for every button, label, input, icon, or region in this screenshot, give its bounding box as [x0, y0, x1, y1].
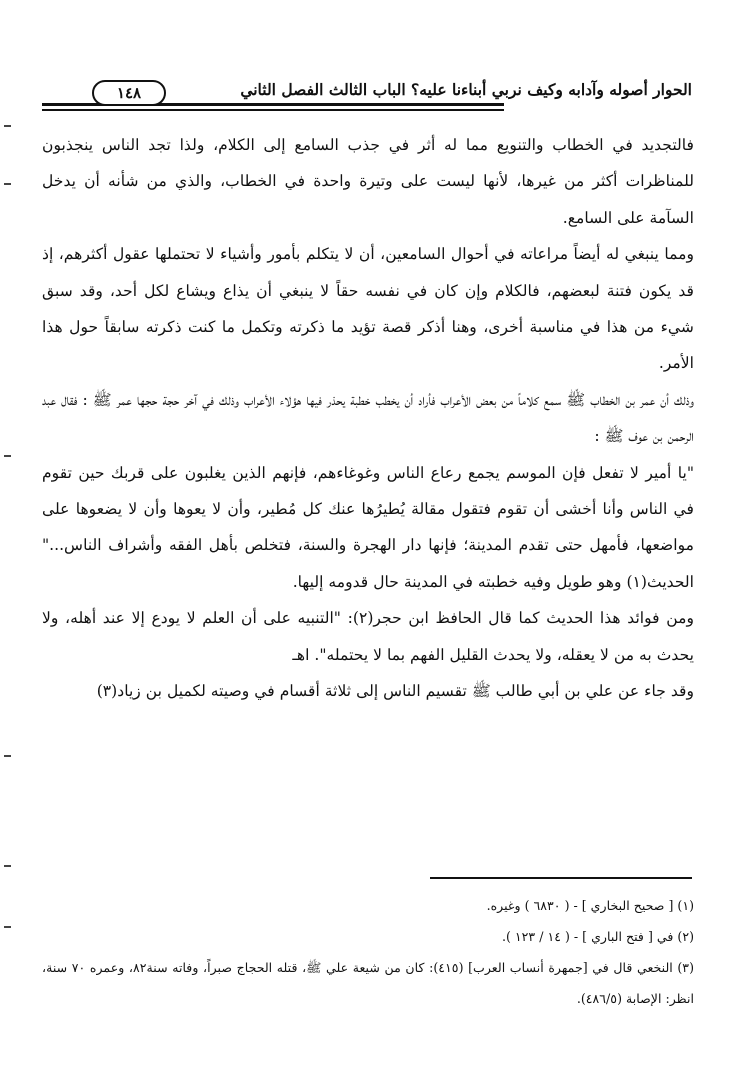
footnote: (١) [ صحيح البخاري ] - ( ٦٨٣٠ ) وغيره. [486, 898, 694, 913]
page-number-badge: ١٤٨ [92, 80, 166, 106]
scan-margin-mark [4, 455, 11, 457]
paragraph: وقد جاء عن علي بن أبي طالب ﷺ تقسيم الناس إلى ثلاثة أقسام في وصيته لكميل بن زياد(٣) [96, 682, 694, 701]
page-header [42, 74, 692, 114]
header-rule-thin [42, 109, 504, 111]
scan-margin-mark [4, 926, 11, 928]
footnotes [42, 890, 694, 1014]
paragraph: فالتجديد في الخطاب والتنويع مما له أثر في جذب السامع إلى الكلام، ولذا تجد الناس ينجذبون للمناظرات أكثر من غيرها، لأنها ليست على وتيرة واحدة في الخطاب، والذي من شأنه أن يدخل السآمة على السامع. [42, 136, 694, 227]
footnote: (٣) النخعي قال في [جمهرة أنساب العرب] (٤١٥): كان من شيعة علي ﷺ، قتله الحجاج صبراً، وفاته سنة٨٢، وعمره ٧٠ سنة، انظر: الإصابة (٤٨٦/٥). [42, 960, 694, 1006]
scan-margin-mark [4, 183, 11, 185]
paragraph: ومما ينبغي له أيضاً مراعاته في أحوال السامعين، أن لا يتكلم بأمور وأشياء لا تحتملها عقول أكثرهم، إذ قد يكون فتنة لبعضهم، فالكلام وإن كان في نفسه حقاً لا ينبغي أن يذاع ويشاع لكل أحد، وقد سبق شيء من هذا في مناسبة أخرى، وهنا أذكر قصة تؤيد ما ذكرته وتكمل ما كنت ذكرته سابقاً حول هذا الأمر. [42, 245, 694, 373]
paragraph: وذلك أن عمر بن الخطاب ﷺ سمع كلاماً من بعض الأعراب فأراد أن يخطب خطبة يحذر فيها هؤلاء الأعراب وذلك في آخر حجة حجها عمر ﷺ : فقال عبد الرحمن بن عوف ﷺ : [42, 390, 694, 446]
quote-paragraph: "يا أمير لا تفعل فإن الموسم يجمع رعاع الناس وغوغاءهم، فإنهم الذين يغلبون على قربك حين تقوم في الناس وأنا أخشى أن تقوم فتقول مقالة يُطيرُها عنك كل مُطير، وأن لا يعوها وأن لا يضعوها على مواضعها، فأمهل حتى تقدم المدينة؛ فإنها دار الهجرة والسنة، فتخلص بأهل الفقه وأشراف الناس..." الحديث(١) وهو طويل وفيه خطبته في المدينة حال قدومه إليها. [42, 463, 694, 591]
body-text [42, 127, 694, 710]
footnote-separator [430, 877, 692, 879]
scan-margin-mark [4, 755, 11, 757]
paragraph: ومن فوائد هذا الحديث كما قال الحافظ ابن حجر(٢): "التنبيه على أن العلم لا يودع إلا عند أهله، ولا يحدث به من لا يعقله، ولا يحدث القليل الفهم بما لا يحتمله". اهـ [42, 609, 695, 664]
scan-margin-mark [4, 865, 11, 867]
scan-margin-mark [4, 125, 11, 127]
footnote: (٢) في [ فتح الباري ] - ( ١٤ / ١٢٣ ). [501, 929, 694, 944]
header-title: الحوار أصوله وآدابه وكيف نربي أبناءنا عليه؟ الباب الثالث الفصل الثاني [240, 80, 692, 99]
